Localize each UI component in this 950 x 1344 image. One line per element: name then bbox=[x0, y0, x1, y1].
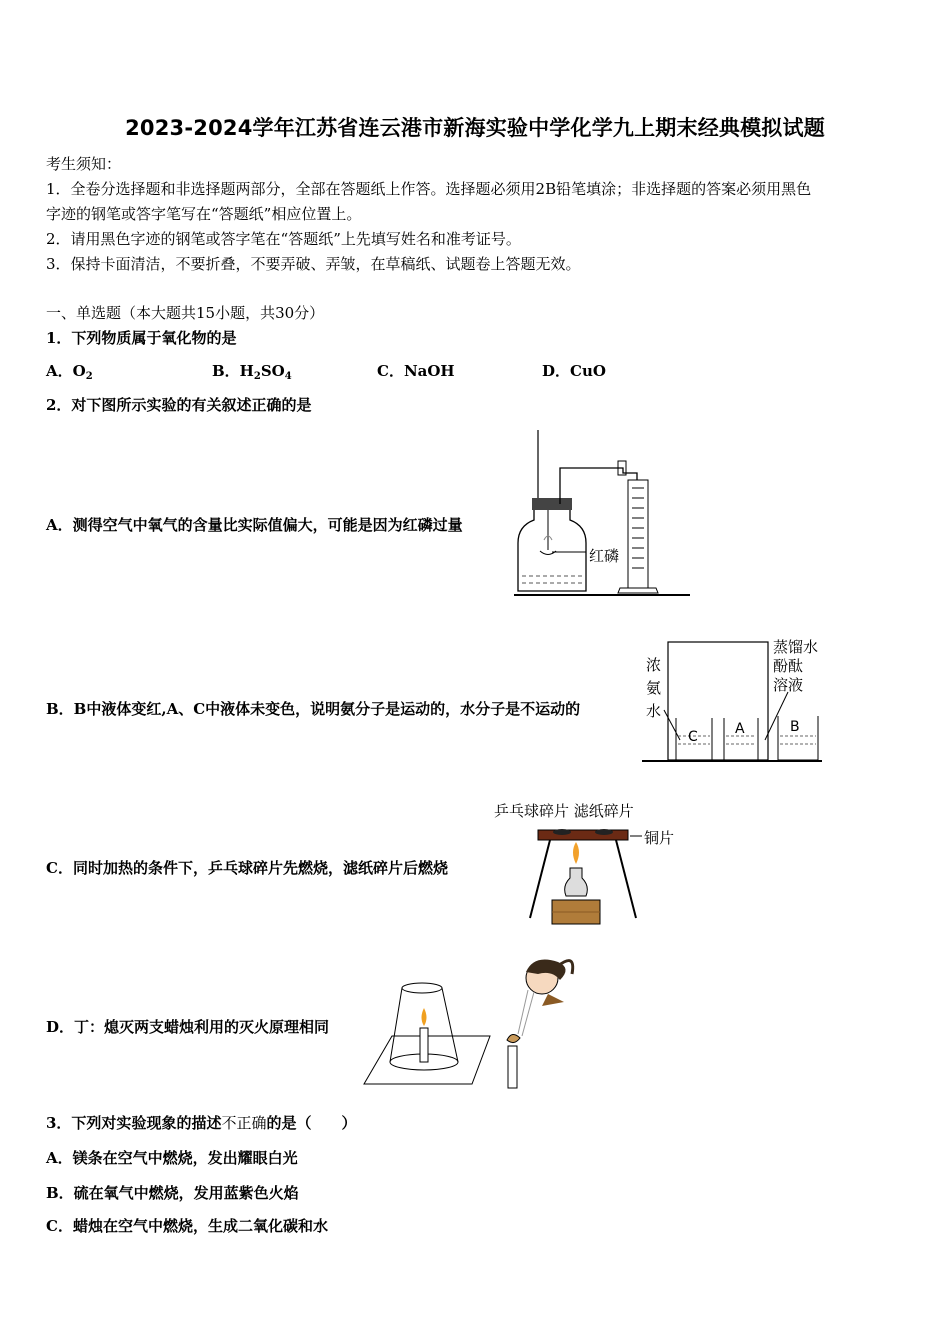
notice-item-3: 3．保持卡面清洁，不要折叠，不要弄破、弄皱，在草稿纸、试题卷上答题无效。 bbox=[46, 255, 581, 273]
figure-copper-plate-heating bbox=[490, 796, 680, 928]
label-distilled-water: 蒸馏水 bbox=[773, 638, 819, 656]
question-3-stem-emphasis: 不正确 bbox=[221, 1114, 267, 1132]
beaker-b-label: B bbox=[790, 719, 800, 735]
beaker-c-label: C bbox=[688, 729, 698, 745]
question-3-option-b: B．硫在氧气中燃烧，发用蓝紫色火焰 bbox=[46, 1184, 299, 1202]
notice-item-1-line-1: 1．全卷分选择题和非选择题两部分，全部在答题纸上作答。选择题必须用2B铅笔填涂；非选择题的答案必须用黑色 bbox=[46, 180, 812, 198]
question-3-option-a: A．镁条在空气中燃烧，发出耀眼白光 bbox=[46, 1149, 298, 1167]
figure-oxygen-apparatus bbox=[508, 428, 693, 600]
label-ammonia-1: 浓 bbox=[646, 656, 662, 674]
question-3-stem: 3．下列对实验现象的描述不正确的是（ ） bbox=[46, 1114, 357, 1132]
label-pingpong-filter: 乒乓球碎片 滤纸碎片 bbox=[494, 802, 634, 820]
figure-ammonia-diffusion bbox=[640, 632, 835, 766]
question-2-stem: 2．对下图所示实验的有关叙述正确的是 bbox=[46, 396, 312, 414]
label-phenolphthalein-2: 溶液 bbox=[773, 676, 804, 694]
figure-candle-extinguishing bbox=[362, 950, 587, 1092]
question-2-option-a: A．测得空气中氧气的含量比实际值偏大，可能是因为红磷过量 bbox=[46, 516, 463, 534]
question-1-stem: 1．下列物质属于氧化物的是 bbox=[46, 329, 237, 347]
notice-item-1-line-2: 字迹的钢笔或答字笔写在“答题纸”相应位置上。 bbox=[46, 205, 362, 223]
question-1-option-d: D．CuO bbox=[542, 362, 606, 380]
label-copper: 铜片 bbox=[644, 829, 675, 847]
question-2-option-b: B．B中液体变红,A、C中液体未变色，说明氨分子是运动的，水分子是不运动的 bbox=[46, 700, 581, 718]
page-title: 2023-2024学年江苏省连云港市新海实验中学化学九上期末经典模拟试题 bbox=[125, 116, 825, 140]
beaker-a-label: A bbox=[735, 721, 745, 737]
question-3-option-c: C．蜡烛在空气中燃烧，生成二氧化碳和水 bbox=[46, 1217, 328, 1235]
question-2-option-c: C．同时加热的条件下，乒乓球碎片先燃烧，滤纸碎片后燃烧 bbox=[46, 859, 448, 877]
label-phenolphthalein-1: 酚酞 bbox=[773, 657, 804, 675]
question-1-option-c: C．NaOH bbox=[377, 362, 455, 380]
label-ammonia-3: 水 bbox=[646, 702, 662, 720]
question-2-option-d: D．丁：熄灭两支蜡烛利用的灭火原理相同 bbox=[46, 1018, 330, 1036]
question-1-option-b: B．$H_2SO_4$ bbox=[212, 362, 292, 382]
label-red-phosphorus: 红磷 bbox=[589, 547, 620, 565]
label-ammonia-2: 氨 bbox=[646, 679, 662, 697]
section-heading: 一、单选题（本大题共15小题，共30分） bbox=[46, 304, 325, 322]
question-1-option-a: A．$O_2$ bbox=[46, 362, 93, 382]
notice-item-2: 2．请用黑色字迹的钢笔或答字笔在“答题纸”上先填写姓名和准考证号。 bbox=[46, 230, 521, 248]
notice-heading: 考生须知： bbox=[46, 155, 122, 173]
